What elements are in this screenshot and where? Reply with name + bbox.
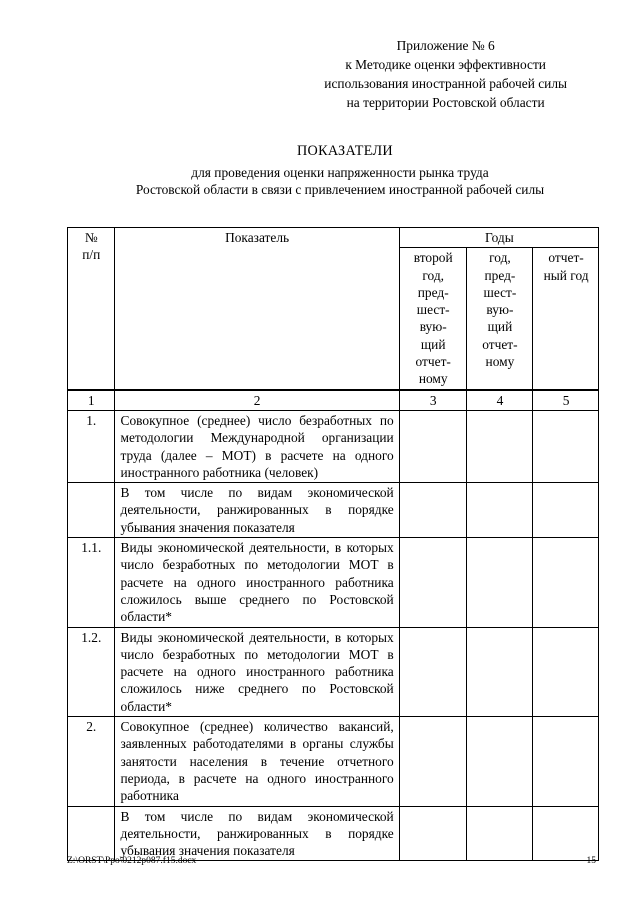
col-number: 1 (68, 390, 115, 411)
value-cell (533, 717, 599, 806)
header-num: № п/п (68, 228, 115, 390)
appendix-header (324, 36, 567, 112)
value-cell (533, 483, 599, 538)
subtitle-line-1: для проведения оценки напряженности рынка труда (191, 165, 489, 180)
value-cell (399, 627, 466, 716)
value-cell (533, 538, 599, 627)
value-cell (399, 806, 466, 861)
row-number: 2. (68, 717, 115, 806)
value-cell (533, 806, 599, 861)
page-number: 15 (586, 856, 596, 866)
row-text: Совокупное (среднее) число безработных по методологии Международной организации труда (далее – МОТ) в расчете на одного иностранного работника (человек) (114, 410, 399, 482)
value-cell (399, 483, 466, 538)
document-subtitle (85, 164, 595, 198)
header-year-report: отчет-ный год (533, 248, 599, 390)
row-text: В том числе по видам экономической деятельности, ранжированных в порядке убывания значения показателя (114, 806, 399, 861)
header-indicator: Показатель (114, 228, 399, 390)
row-number (68, 806, 115, 861)
col-number: 5 (533, 390, 599, 411)
row-text: Совокупное (среднее) количество вакансий, заявленных работодателями в органы службы занятости населения в течение отчетного периода, в расчете на одного иностранного работника (114, 717, 399, 806)
table-row (68, 627, 599, 716)
value-cell (533, 410, 599, 482)
appendix-line-4: на территории Ростовской области (346, 95, 545, 110)
row-number: 1. (68, 410, 115, 482)
table-row (68, 538, 599, 627)
appendix-line-1: Приложение № 6 (396, 38, 495, 53)
column-numbers-row (68, 390, 599, 411)
row-number (68, 483, 115, 538)
value-cell (466, 627, 533, 716)
subtitle-line-2: Ростовской области в связи с привлечением иностранной рабочей силы (135, 182, 545, 197)
header-year-second: второй год, пред-шест-вую-щий отчет-ному (399, 248, 466, 390)
table-row (68, 717, 599, 806)
col-number: 4 (466, 390, 533, 411)
col-number: 3 (399, 390, 466, 411)
value-cell (399, 538, 466, 627)
value-cell (399, 410, 466, 482)
row-number: 1.1. (68, 538, 115, 627)
value-cell (466, 717, 533, 806)
table-row (68, 483, 599, 538)
row-text: Виды экономической деятельности, в которых число безработных по методологии МОТ в расчете на одного иностранного работника сложилось ниже среднего по Ростовской области* (114, 627, 399, 716)
value-cell (466, 538, 533, 627)
document-title: ПОКАЗАТЕЛИ (297, 143, 393, 159)
table-row (68, 410, 599, 482)
appendix-line-3: использования иностранной рабочей силы (324, 76, 567, 91)
col-number: 2 (114, 390, 399, 411)
row-text: В том числе по видам экономической деятельности, ранжированных в порядке убывания значения показателя (114, 483, 399, 538)
table-row (68, 806, 599, 861)
appendix-line-2: к Методике оценки эффективности (345, 57, 546, 72)
value-cell (399, 717, 466, 806)
value-cell (466, 483, 533, 538)
value-cell (466, 410, 533, 482)
footer-file-path: Z:\ORST\Ppo\0212p087.f15.docx (67, 856, 197, 866)
header-year-prev: год, пред-шест-вую-щий отчет-ному (466, 248, 533, 390)
row-number: 1.2. (68, 627, 115, 716)
indicators-table (67, 227, 599, 861)
value-cell (466, 806, 533, 861)
value-cell (533, 627, 599, 716)
header-row (68, 228, 599, 248)
header-years: Годы (399, 228, 598, 248)
row-text: Виды экономической деятельности, в которых число безработных по методологии МОТ в расчете на одного иностранного работника сложилось выше среднего по Ростовской области* (114, 538, 399, 627)
